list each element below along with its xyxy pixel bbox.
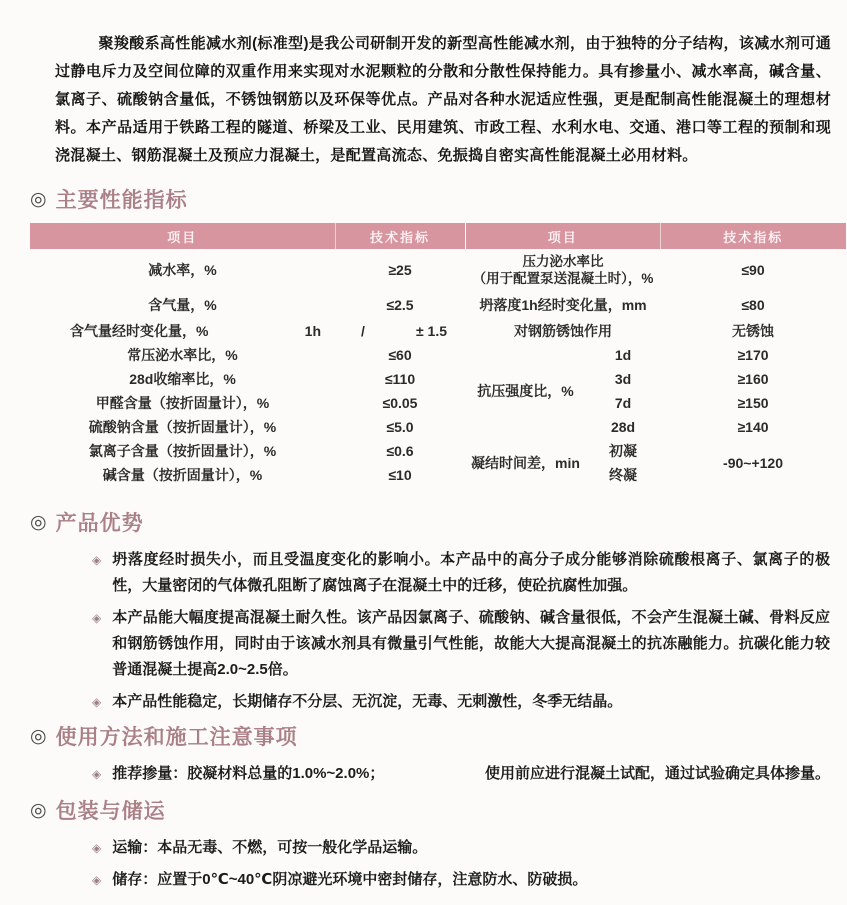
item-cell: 氯离子含量（按折固量计），%	[88, 443, 277, 459]
age-cell: 3d	[614, 371, 632, 387]
value-cell: ≤90	[741, 262, 765, 278]
table-row	[466, 249, 846, 291]
value-cell: ≥150	[737, 395, 769, 411]
value-cell: ≤0.6	[386, 443, 414, 459]
advantage-text: 坍落度经时损失小，而且受温度变化的影响小。本产品中的高分子成分能够消除硫酸根离子、氯离子的极性，大量密闭的气体微孔阻断了腐蚀离子在混凝土中的迁移，使砼抗腐性加强。	[112, 551, 830, 594]
value-text: ± 1.5	[415, 323, 447, 339]
setting-sub-cell: 初凝	[609, 443, 637, 459]
section-heading-advantages	[30, 507, 847, 537]
age-cell: 28d	[610, 419, 636, 435]
list-item	[92, 761, 830, 787]
section-heading-usage	[30, 721, 847, 751]
table-row	[30, 439, 465, 463]
advantage-text: 本产品能大幅度提高混凝土耐久性。该产品因氯离子、硫酸钠、碱含量很低，不会产生混凝土碱、骨料反应和钢筋锈蚀作用，同时由于该减水剂具有微量引气性能，故能大大提高混凝土的抗冻融能力。抗碳化能力较普通混凝土提高2.0~2.5倍。	[112, 609, 830, 678]
column-header-item: 项目	[30, 223, 335, 249]
value-cell	[335, 319, 465, 343]
section-heading-packaging	[30, 795, 847, 825]
value-cell: ≤60	[388, 347, 412, 363]
item-cell: 含气量，%	[148, 297, 217, 313]
item-cell	[30, 319, 335, 343]
transport-text: 运输：本品无毒、不燃，可按一般化学品运输。	[112, 839, 428, 856]
item-cell: 常压泌水率比，%	[127, 347, 238, 363]
item-cell: 减水率，%	[148, 262, 217, 278]
table-row	[30, 291, 465, 319]
item-cell: 坍落度1h经时变化量，mm	[479, 297, 647, 313]
table-header-row	[30, 223, 465, 249]
value-cell: ≤110	[384, 371, 416, 387]
item-cell	[466, 249, 661, 291]
section-title-performance: 主要性能指标	[55, 189, 188, 212]
item-cell: 28d收缩率比，%	[129, 371, 236, 387]
value-cell: ≤2.5	[386, 297, 414, 313]
table-row	[30, 343, 465, 367]
value-cell: ≥140	[737, 419, 769, 435]
item-cell: 对钢筋锈蚀作用	[514, 323, 612, 339]
diamond-bullet-icon: ◈	[92, 767, 102, 781]
age-cell: 1d	[614, 347, 632, 363]
value-cell: ≤80	[741, 297, 765, 313]
performance-table-left	[30, 223, 466, 487]
diamond-bullet-icon: ◈	[92, 873, 102, 887]
value-cell: ≥170	[737, 347, 769, 363]
table-row	[30, 367, 465, 391]
value-cell: ≥160	[737, 371, 769, 387]
usage-trial-text: 使用前应进行混凝土试配，通过试验确定具体掺量。	[484, 765, 830, 782]
section-title-usage: 使用方法和施工注意事项	[55, 726, 298, 749]
table-row	[466, 319, 846, 343]
column-header-value: 技术指标	[335, 223, 465, 249]
value-cell: 无锈蚀	[732, 323, 775, 339]
table-row	[466, 343, 846, 367]
item-cell: 甲醛含量（按折固量计），%	[95, 395, 270, 411]
value-cell: ≤0.05	[382, 395, 418, 411]
value-separator: /	[361, 323, 365, 339]
list-item	[92, 689, 830, 715]
diamond-bullet-icon: ◈	[92, 553, 102, 567]
section-marker-icon: ◎	[30, 725, 48, 747]
table-row	[466, 439, 846, 463]
section-title-packaging: 包装与储运	[55, 800, 166, 823]
item-sub-label: 1h	[304, 323, 321, 339]
value-cell: ≤10	[388, 467, 412, 483]
table-row	[30, 463, 465, 487]
advantage-text: 本产品性能稳定，长期储存不分层、无沉淀，无毒、无刺激性，冬季无结晶。	[112, 693, 623, 710]
list-item	[92, 547, 830, 599]
table-header-row	[466, 223, 846, 249]
item-label: 含气量经时变化量，%	[70, 323, 209, 339]
usage-list	[0, 761, 847, 787]
document-page	[0, 30, 847, 905]
age-cell: 7d	[614, 395, 632, 411]
table-row	[466, 291, 846, 319]
item-cell: 碱含量（按折固量计），%	[102, 467, 263, 483]
item-cell-setting: 凝结时间差，min	[471, 455, 580, 471]
section-marker-icon: ◎	[30, 188, 48, 210]
usage-dosage-text: 推荐掺量：胶凝材料总量的1.0%~2.0%；	[112, 765, 385, 782]
item-cell: 硫酸钠含量（按折固量计），%	[88, 419, 277, 435]
list-item	[92, 605, 830, 683]
performance-table-right	[466, 223, 846, 487]
section-heading-performance	[30, 184, 847, 214]
setting-sub-cell: 终凝	[609, 467, 637, 483]
intro-paragraph: 聚羧酸系高性能减水剂(标准型)是我公司研制开发的新型高性能减水剂，由于独特的分子结构，该减水剂可通过静电斥力及空间位障的双重作用来实现对水泥颗粒的分散和分散性保持能力。具有掺量小、减水率高，碱含量、氯离子、硫酸钠含量低，不锈蚀钢筋以及环保等优点。产品对各种水泥适应性强，更是配制高性能混凝土的理想材料。本产品适用于铁路工程的隧道、桥梁及工业、民用建筑、市政工程、水利水电、交通、港口等工程的预制和现浇混凝土、钢筋混凝土及预应力混凝土，是配置高流态、免振捣自密实高性能混凝土必用材料。	[55, 35, 831, 164]
item-line-2: （用于配置泵送混凝土时），%	[472, 271, 654, 286]
list-item	[92, 867, 830, 893]
item-line-1: 压力泌水率比	[522, 254, 604, 269]
section-title-advantages: 产品优势	[55, 512, 144, 535]
list-item	[92, 835, 830, 861]
value-cell: -90~+120	[723, 455, 783, 471]
value-cell: ≤5.0	[386, 419, 414, 435]
advantages-list	[0, 547, 847, 715]
column-header-item: 项目	[466, 223, 661, 249]
table-row	[30, 319, 465, 343]
item-cell-strength: 抗压强度比，%	[477, 383, 574, 399]
diamond-bullet-icon: ◈	[92, 695, 102, 709]
performance-table	[30, 223, 845, 487]
storage-text: 储存：应置于0℃~40℃阴凉避光环境中密封储存，注意防水、防破损。	[112, 871, 588, 888]
diamond-bullet-icon: ◈	[92, 841, 102, 855]
section-marker-icon: ◎	[30, 511, 48, 533]
table-row	[30, 415, 465, 439]
table-row	[30, 249, 465, 291]
packaging-list	[0, 835, 847, 893]
section-marker-icon: ◎	[30, 799, 48, 821]
table-row	[30, 391, 465, 415]
value-cell: ≥25	[388, 262, 412, 278]
diamond-bullet-icon: ◈	[92, 611, 102, 625]
column-header-value: 技术指标	[661, 223, 846, 249]
